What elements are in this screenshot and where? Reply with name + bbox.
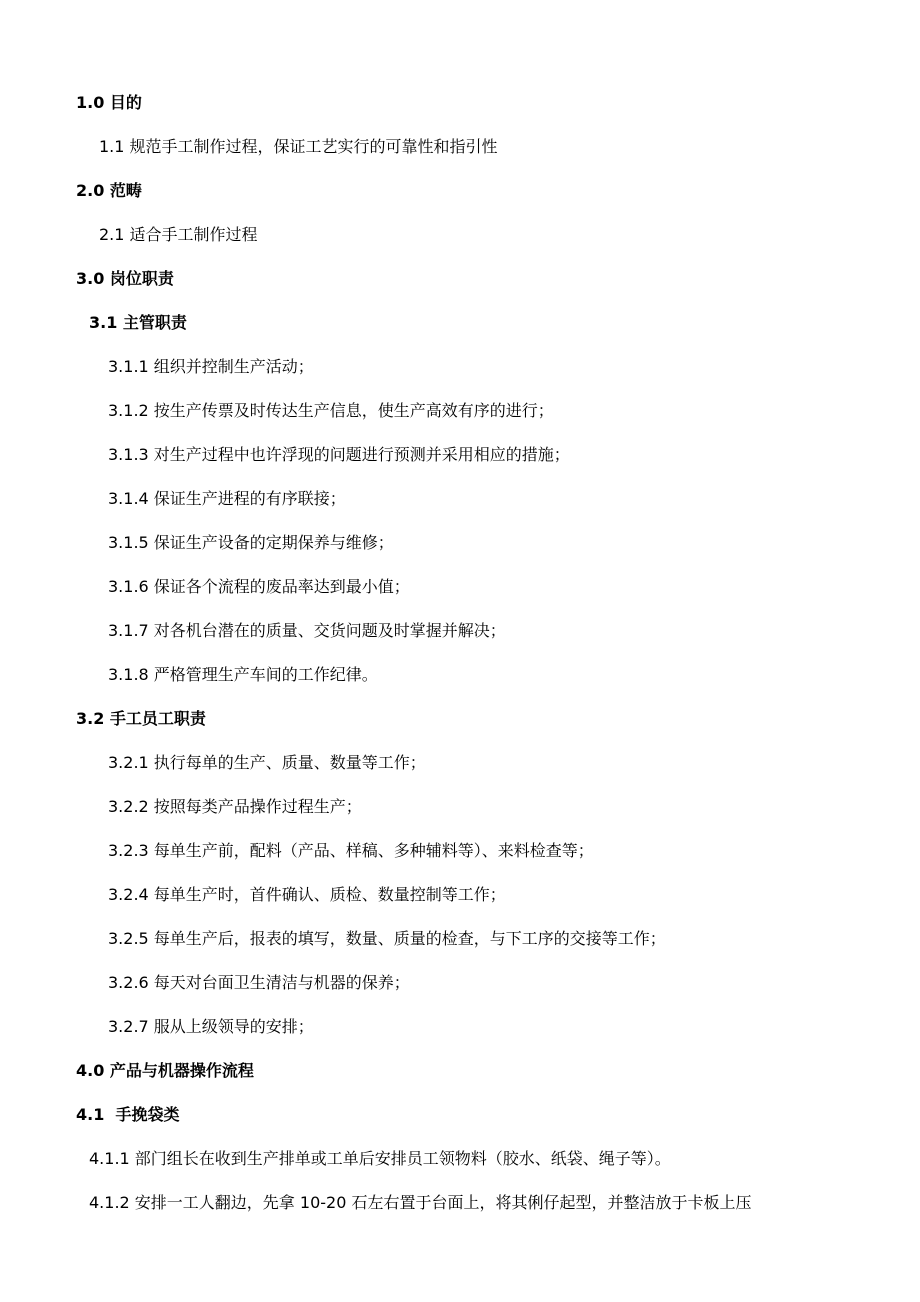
subsection-heading-handbags: 4.1 手挽袋类 [76,1105,180,1124]
list-item: 4.1.1 部门组长在收到生产排单或工单后安排员工领物料（胶水、纸袋、绳子等）。 [89,1149,671,1168]
list-item: 3.1.5 保证生产设备的定期保养与维修； [108,533,394,552]
list-item: 3.1.6 保证各个流程的废品率达到最小值； [108,577,410,596]
subsection-heading-supervisor: 3.1 主管职责 [89,313,187,332]
section-item-2-1: 2.1 适合手工制作过程 [99,225,258,244]
list-item: 3.2.2 按照每类产品操作过程生产； [108,797,362,816]
list-item: 3.2.7 服从上级领导的安排； [108,1017,314,1036]
list-item: 3.1.2 按生产传票及时传达生产信息，使生产高效有序的进行； [108,401,554,420]
section-heading-scope: 2.0 范畴 [76,181,142,200]
list-item: 3.1.3 对生产过程中也许浮现的问题进行预测并采用相应的措施； [108,445,570,464]
list-item: 3.2.6 每天对台面卫生清洁与机器的保养； [108,973,410,992]
section-item-1-1: 1.1 规范手工制作过程，保证工艺实行的可靠性和指引性 [99,137,498,156]
list-item: 4.1.2 安排一工人翻边，先拿 10-20 石左右置于台面上，将其俐仔起型，并整洁放于卡板上压 [89,1193,752,1212]
list-item: 3.2.1 执行每单的生产、质量、数量等工作； [108,753,426,772]
list-item: 3.1.4 保证生产进程的有序联接； [108,489,346,508]
section-heading-responsibilities: 3.0 岗位职责 [76,269,174,288]
list-item: 3.1.1 组织并控制生产活动； [108,357,314,376]
section-heading-process: 4.0 产品与机器操作流程 [76,1061,254,1080]
list-item: 3.2.4 每单生产时，首件确认、质检、数量控制等工作； [108,885,506,904]
list-item: 3.2.5 每单生产后，报表的填写，数量、质量的检查，与下工序的交接等工作； [108,929,666,948]
subsection-heading-manual-staff: 3.2 手工员工职责 [76,709,206,728]
list-item: 3.1.8 严格管理生产车间的工作纪律。 [108,665,378,684]
list-item: 3.2.3 每单生产前，配料（产品、样稿、多种辅料等）、来料检查等； [108,841,594,860]
section-heading-purpose: 1.0 目的 [76,93,142,112]
list-item: 3.1.7 对各机台潜在的质量、交货问题及时掌握并解决； [108,621,506,640]
